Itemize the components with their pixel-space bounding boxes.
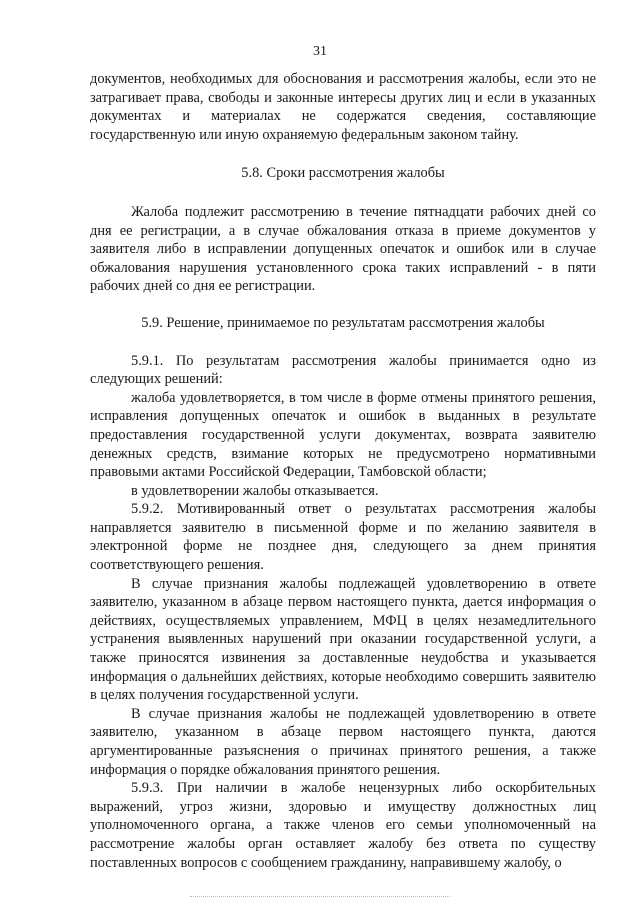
paragraph-5-9-2: 5.9.2. Мотивированный ответ о результатах рассмотрения жалобы направляется заявителю в письменной форме и по желанию заявителя в электронной форме не позднее дня, следующего за днем принятия соответствующего решения. — [90, 501, 596, 574]
section-heading-5-8: 5.8. Сроки рассмотрения жалобы — [241, 165, 445, 182]
paragraph-decision-refused: в удовлетворении жалобы отказывается. — [131, 482, 379, 499]
paragraph-satisfied-response: В случае признания жалобы подлежащей удовлетворению в ответе заявителю, указанном в абзаце первом настоящего пункта, дается информация о действиях, осуществляемых управлением, МФЦ в целях незамедлительного устранения выявленных нарушений при оказании государственной услуги, а также приносятся извинения за доставленные неудобства и указывается информация о дальнейших действиях, которые необходимо совершить заявителю в целях получения государственной услуги. — [90, 575, 596, 704]
document-body — [90, 70, 596, 872]
scan-edge-artifact — [190, 896, 450, 899]
page-number: 31 — [313, 44, 327, 59]
paragraph-decision-satisfied: жалоба удовлетворяется, в том числе в форме отмены принятого решения, исправления допущенных опечаток и ошибок в выданных в результате предоставления государственной услуги документах, возврата заявителю денежных средств, взимание которых не предусмотрено нормативными правовыми актами Российской Федерации, Тамбовской области; — [90, 389, 596, 481]
paragraph-5-8: Жалоба подлежит рассмотрению в течение пятнадцати рабочих дней со дня ее регистрации, а в случае обжалования отказа в приеме документов у заявителя либо в исправлении допущенных опечаток и ошибок или в случае обжалования нарушения установленного срока таких исправлений - в пяти рабочих дней со дня ее регистрации. — [90, 203, 596, 295]
paragraph-5-9-1: 5.9.1. По результатам рассмотрения жалобы принимается одно из следующих решений: — [90, 352, 596, 388]
paragraph-5-9-3: 5.9.3. При наличии в жалобе нецензурных либо оскорбительных выражений, угроз жизни, здоровью и имуществу должностных лиц уполномоченного органа, а также членов его семьи уполномоченный на рассмотрение жалобы орган оставляет жалобу без ответа по существу поставленных вопросов с сообщением гражданину, направившему жалобу, о — [90, 780, 596, 871]
paragraph-continuation: документов, необходимых для обоснования и рассмотрения жалобы, если это не затрагивает права, свободы и законные интересы других лиц и если в указанных документах и материалах не содержатся сведения, составляющие государственную или иную охраняемую федеральным законом тайну. — [90, 71, 596, 143]
paragraph-not-satisfied-response: В случае признания жалобы не подлежащей удовлетворению в ответе заявителю, указанном в абзаце первом настоящего пункта, даются аргументированные разъяснения о причинах принятого решения, а также информация о порядке обжалования принятого решения. — [90, 705, 596, 778]
section-heading-5-9: 5.9. Решение, принимаемое по результатам рассмотрения жалобы — [141, 314, 545, 331]
